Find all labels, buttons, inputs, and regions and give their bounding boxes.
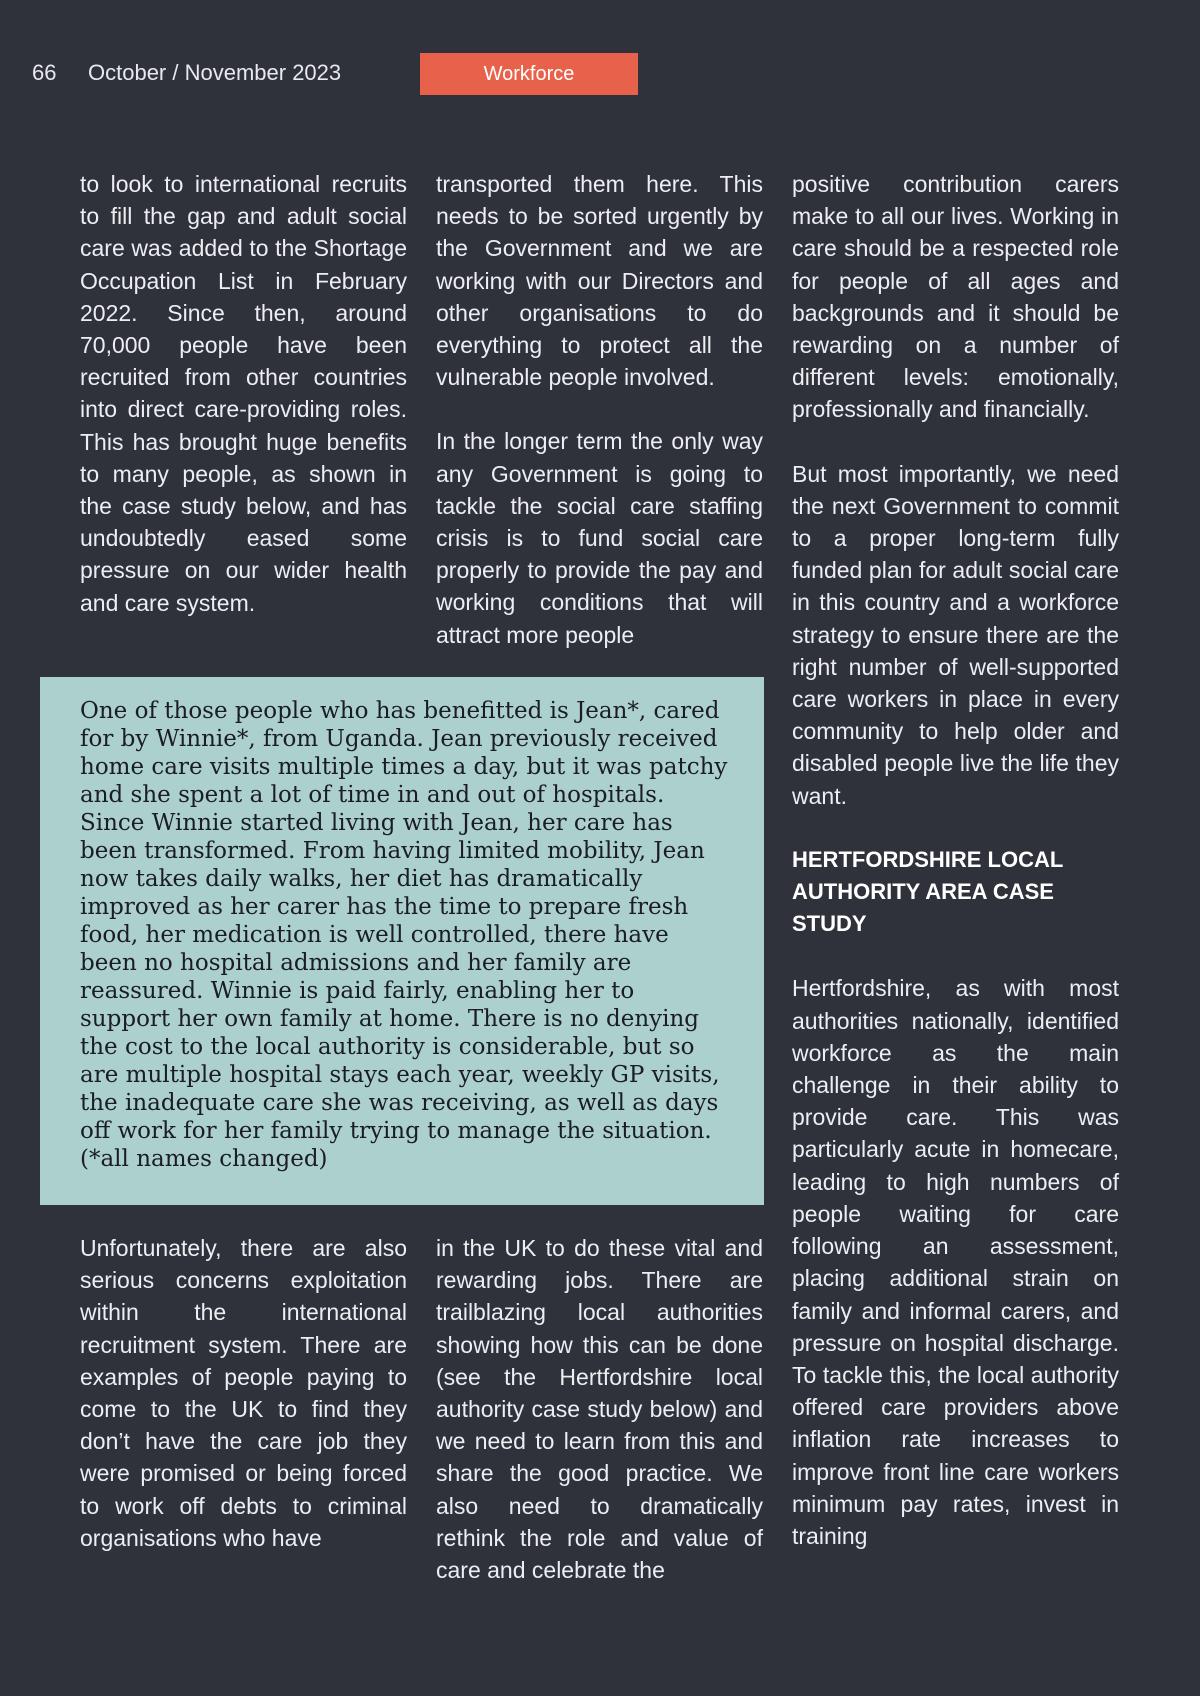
- case-study-callout: [40, 677, 764, 1205]
- column-1-bottom: [80, 1232, 407, 1554]
- case-study-heading: HERTFORDSHIRE LOCAL AUTHORITY AREA CASE STUDY: [792, 846, 1063, 937]
- page-number: 66: [32, 60, 57, 85]
- column-3: [792, 168, 1119, 1552]
- paragraph: But most importantly, we need the next Government to commit to a proper long-term fully funded plan for adult social care in this country and a workforce strategy to ensure there are the right number of well-supported care workers in place in every community to help older and disabled people live the life they want.: [792, 460, 1119, 809]
- paragraph: Hertfordshire, as with most authorities nationally, identified workforce as the main challenge in their ability to provide care. This was particularly acute in homecare, leading to high numbers of people waiting for care following an assessment, placing additional strain on family and informal carers, and pressure on hospital discharge. To tackle this, the local authority offered care providers above inflation rate increases to improve front line care workers minimum pay rates, invest in training: [792, 975, 1119, 1549]
- callout-text: One of those people who has benefitted is Jean*, cared for by Winnie*, from Uganda. Jean previously received home care visits multiple times a day, but it was patchy and she spent a lot of time in and out of hospitals. Since Winnie started living with Jean, her care has been transformed. From having limited mobility, Jean now takes daily walks, her diet has dramatically improved as her carer has the time to prepare fresh food, her medication is well controlled, there have been no hospital admissions and her family are reassured. Winnie is paid fairly, enabling her to support her own family at home. There is no denying the cost to the local authority is considerable, but so are multiple hospital stays each year, weekly GP visits, the inadequate care she was receiving, as well as days off work for her family trying to manage the situation. (*all names changed): [80, 698, 728, 1172]
- column-2-top: [436, 168, 763, 651]
- paragraph: In the longer term the only way any Government is going to tackle the social care staffing crisis is to fund social care properly to provide the pay and working conditions that will attract more people: [436, 428, 763, 648]
- paragraph: Unfortunately, there are also serious concerns exploitation within the international recruitment system. There are examples of people paying to come to the UK to find they don’t have the care job they were promised or being forced to work off debts to criminal organisations who have: [80, 1235, 407, 1551]
- column-2-bottom: [436, 1232, 763, 1586]
- paragraph: in the UK to do these vital and rewarding jobs. There are trailblazing local authorities showing how this can be done (see the Hertfordshire local authority case study below) and we need to learn from this and share the good practice. We also need to dramatically rethink the role and value of care and celebrate the: [436, 1235, 763, 1584]
- column-1-top: [80, 168, 407, 619]
- paragraph: positive contribution carers make to all our lives. Working in care should be a respected role for people of all ages and backgrounds and it should be rewarding on a number of different levels: emotionally, professionally and financially.: [792, 171, 1119, 423]
- paragraph: transported them here. This needs to be sorted urgently by the Government and we are working with our Directors and other organisations to do everything to protect all the vulnerable people involved.: [436, 171, 763, 391]
- paragraph: to look to international recruits to fill the gap and adult social care was added to the Shortage Occupation List in February 2022. Since then, around 70,000 people have been recruited from other countries into direct care-providing roles. This has brought huge benefits to many people, as shown in the case study below, and has undoubtedly eased some pressure on our wider health and care system.: [80, 171, 407, 616]
- section-tag: Workforce: [420, 53, 638, 95]
- issue-date: October / November 2023: [88, 60, 342, 85]
